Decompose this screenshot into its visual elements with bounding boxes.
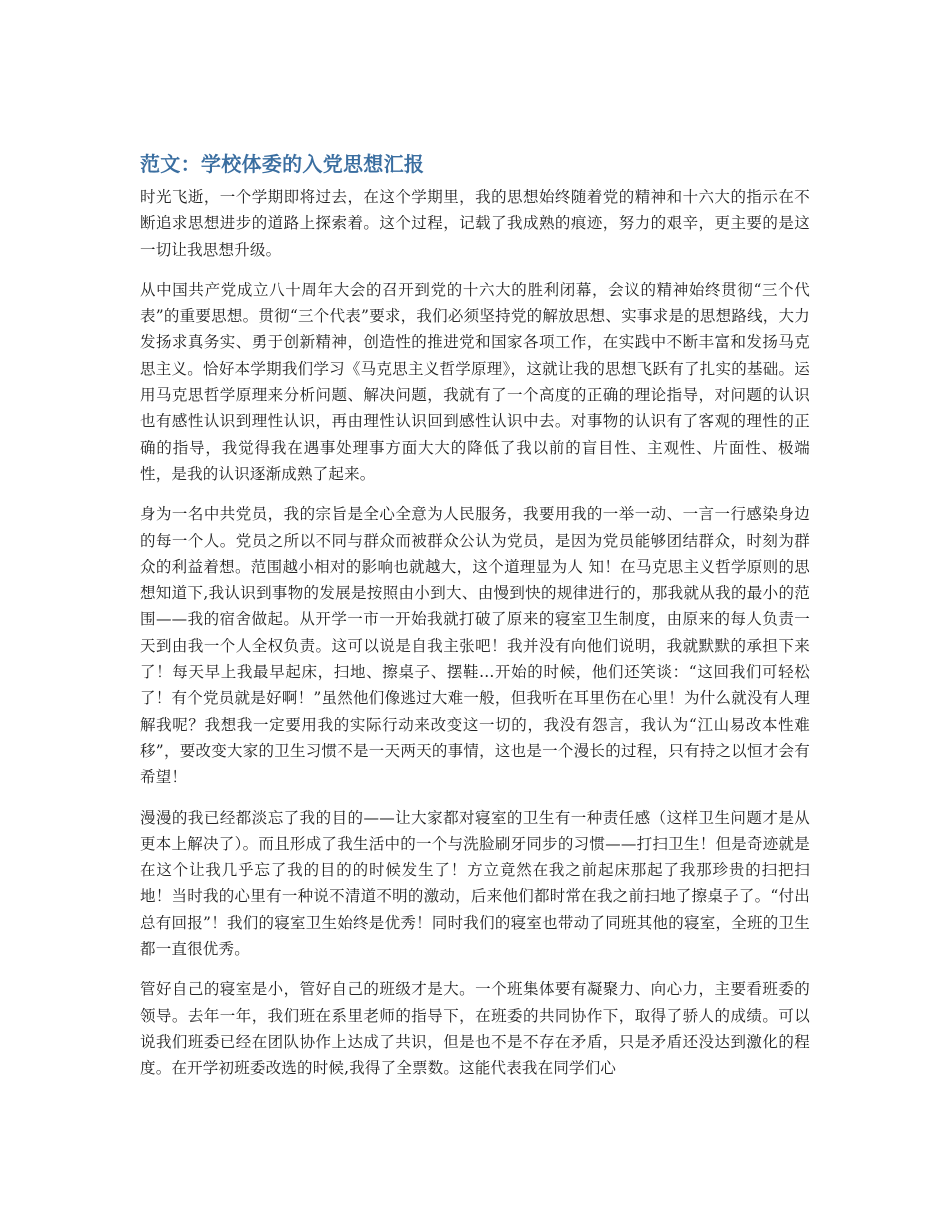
paragraph-2: 从中国共产党成立八十周年大会的召开到党的十六大的胜利闭幕，会议的精神始终贯彻“三个代表”的重要思想。贯彻“三个代表”要求，我们必须坚持党的解放思想、实事求是的思想路线，大力发扬求真务实、勇于创新精神，创造性的推进党和国家各项工作，在实践中不断丰富和发扬马克思主义。恰好本学期我们学习《马克思主义哲学原理》，这就让我的思想飞跃有了扎实的基础。运用马克思哲学原理来分析问题、解决问题，我就有了一个高度的正确的理论指导，对问题的认识也有感性认识到理性认识，再由理性认识回到感性认识中去。对事物的认识有了客观的理性的正确的指导，我觉得我在遇事处理事方面大大的降低了我以前的盲目性、主观性、片面性、极端性，是我的认识逐渐成熟了起来。: [140, 280, 810, 483]
paragraph-1: 时光飞逝，一个学期即将过去，在这个学期里，我的思想始终随着党的精神和十六大的指示在不断追求思想进步的道路上探索着。这个过程，记载了我成熟的痕迹，努力的艰辛，更主要的是这一切让我思想升级。: [140, 188, 810, 259]
document-page: [140, 150, 810, 1096]
paragraph-5: 管好自己的寝室是小，管好自己的班级才是大。一个班集体要有凝聚力、向心力，主要看班委的领导。去年一年，我们班在系里老师的指导下，在班委的共同协作下，取得了骄人的成绩。可以说我们班委已经在团队协作上达成了共识，但是也不是不存在矛盾，只是矛盾还没达到激化的程度。在开学初班委改选的时候,我得了全票数。这能代表我在同学们心: [140, 980, 810, 1078]
paragraph-4: 漫漫的我已经都淡忘了我的目的——让大家都对寝室的卫生有一种责任感（这样卫生问题才是从更本上解决了）。而且形成了我生活中的一个与洗脸刷牙同步的习惯——打扫卫生！但是奇迹就是在这个让我几乎忘了我的目的的时候发生了！方立竟然在我之前起床那起了我那珍贵的扫把扫地！当时我的心里有一种说不清道不明的激动，后来他们都时常在我之前扫地了擦桌子了。“付出总有回报”！我们的寝室卫生始终是优秀！同时我们的寝室也带动了同班其他的寝室，全班的卫生都一直很优秀。: [140, 808, 810, 959]
paragraph-3: 身为一名中共党员，我的宗旨是全心全意为人民服务，我要用我的一举一动、一言一行感染身边的每一个人。党员之所以不同与群众而被群众公认为党员，是因为党员能够团结群众，时刻为群众的利益着想。范围越小相对的影响也就越大，这个道理显为人 知！在马克思主义哲学原则的思想知道下,我认识到事物的发展是按照由小到大、由慢到快的规律进行的，那我就从我的最小的范围——我的宿舍做起。从开学一市一开始我就打破了原来的寝室卫生制度，由原来的每人负责一天到由我一个人全权负责。这可以说是自我主张吧！我并没有向他们说明，我就默默的承担下来了！每天早上我最早起床，扫地、擦桌子、摆鞋...开始的时候，他们还笑谈：“这回我们可轻松了！有个党员就是好啊！”虽然他们像逃过大难一般，但我听在耳里伤在心里！为什么就没有人理解我呢？我想我一定要用我的实际行动来改变这一切的，我没有怨言，我认为“江山易改本性难移”，要改变大家的卫生习惯不是一天两天的事情，这也是一个漫长的过程，只有持之以恒才会有希望！: [140, 505, 810, 787]
document-title: 范文：学校体委的入党思想汇报: [140, 152, 425, 176]
